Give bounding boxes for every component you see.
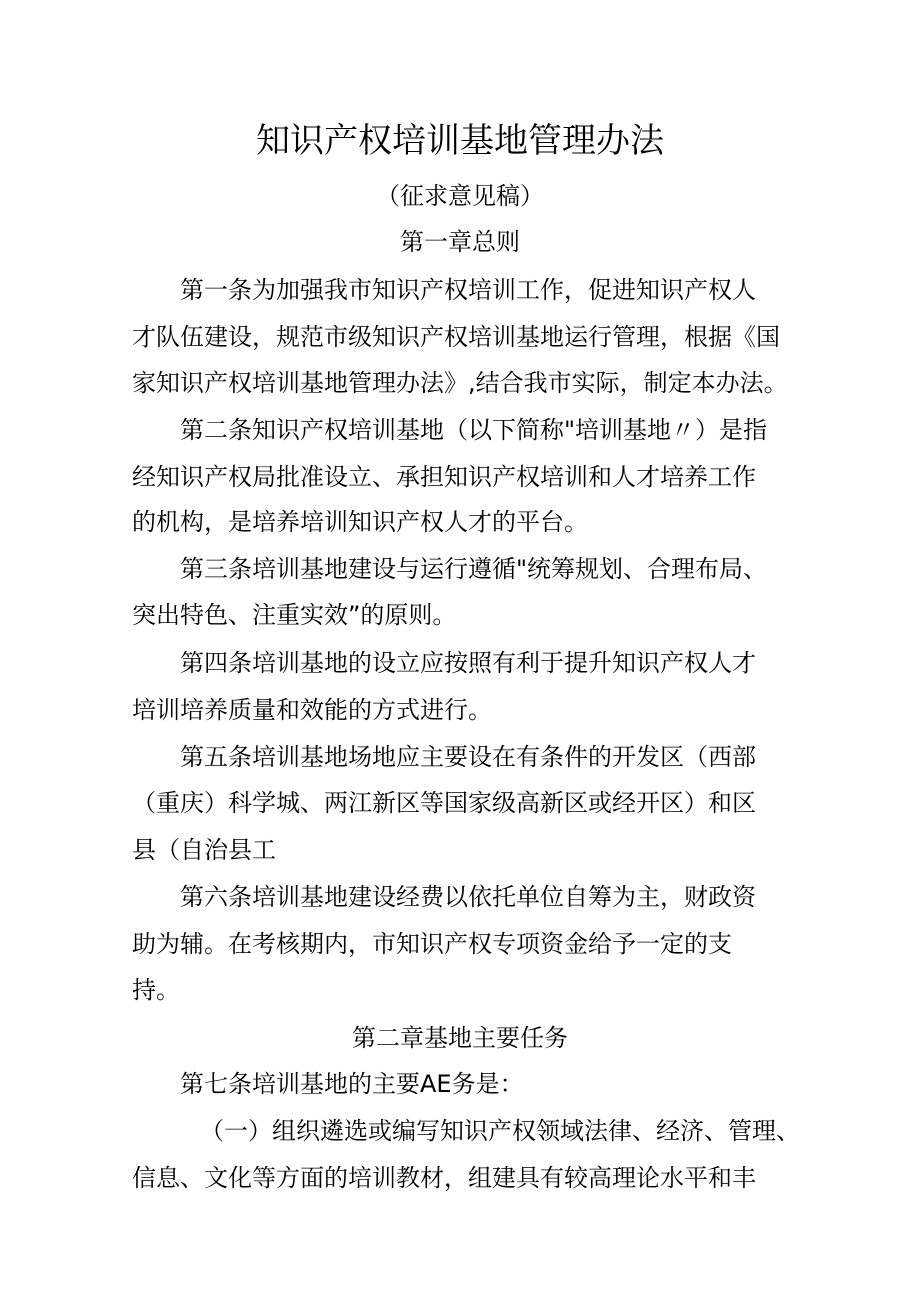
paragraph-line: 第六条培训基地建设经费以依托单位自筹为主，财政资 bbox=[180, 883, 756, 911]
paragraph-line: 的机构，是培养培训知识产权人才的平台。 bbox=[132, 508, 588, 536]
document-title: 知识产权培训基地管理办法 bbox=[256, 121, 664, 161]
paragraph-line: 持。 bbox=[132, 976, 180, 1004]
chapter-heading: 第一章总则 bbox=[400, 228, 520, 256]
paragraph-line: （重庆）科学城、两江新区等国家级高新区或经开区）和区 bbox=[132, 789, 756, 817]
paragraph-line: 培训培养质量和效能的方式进行。 bbox=[132, 696, 492, 724]
paragraph-line: 县（自治县工 bbox=[132, 836, 276, 864]
paragraph-line: 助为辅。在考核期内，市知识产权专项资金给予一定的支 bbox=[132, 930, 732, 958]
paragraph-line: 家知识产权培训基地管理办法》,结合我市实际，制定本办法。 bbox=[132, 369, 788, 397]
paragraph-line: 第一条为加强我市知识产权培训工作，促进知识产权人 bbox=[180, 276, 756, 304]
paragraph-line: 突出特色、注重实效”的原则。 bbox=[132, 601, 457, 629]
paragraph-line: 第三条培训基地建设与运行遵循"统筹规划、合理布局、 bbox=[180, 555, 768, 583]
paragraph-line: 第七条培训基地的主要AE务是： bbox=[180, 1070, 524, 1098]
paragraph-line: 第四条培训基地的设立应按照有利于提升知识产权人才 bbox=[180, 649, 756, 677]
chapter-heading: 第二章基地主要任务 bbox=[352, 1024, 568, 1052]
paragraph-line: 信息、文化等方面的培训教材，组建具有较高理论水平和丰 bbox=[132, 1164, 756, 1192]
document-subtitle: （征求意见稿） bbox=[376, 182, 544, 210]
paragraph-line: 经知识产权局批准设立、承担知识产权培训和人才培养工作 bbox=[132, 463, 756, 491]
paragraph-line: 才队伍建设，规范市级知识产权培训基地运行管理，根据《国 bbox=[132, 323, 780, 351]
paragraph-line: 第二条知识产权培训基地（以下简称"培训基地〃）是指 bbox=[180, 416, 768, 444]
paragraph-line: 第五条培训基地场地应主要设在有条件的开发区（西部 bbox=[180, 743, 756, 771]
paragraph-line: （一）组织遴选或编写知识产权领域法律、经济、管理、 bbox=[200, 1117, 800, 1145]
